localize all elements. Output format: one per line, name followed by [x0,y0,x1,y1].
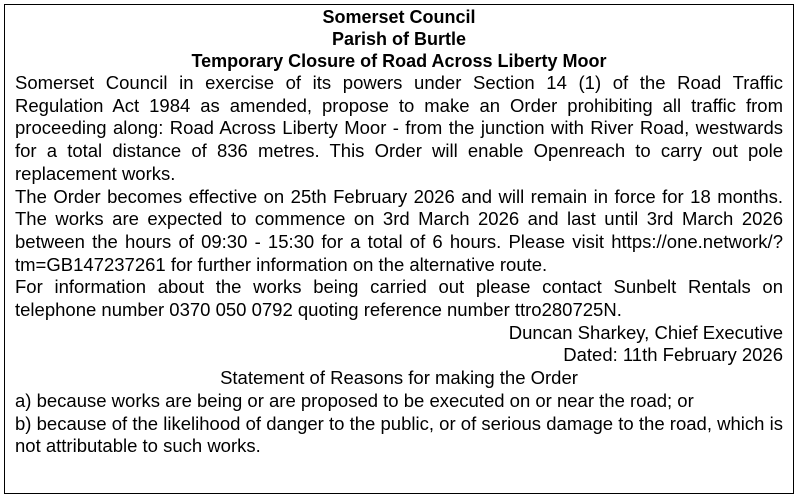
order-proposal-paragraph: Somerset Council in exercise of its powers under Section 14 (1) of the Road Traffic Regulation Act 1984 as amended, propose to make an Order prohibiting all traffic from proceeding along: Road Across Liberty Moor - from the junction with River Road, westwards for a total distance of 836 metres. This Order will enable Openreach to carry out pole replacement works. [15,72,783,184]
reason-item-b: b) because of the likelihood of danger to the public, or of serious damage to the road, which is not attributable to such works. [15,412,783,457]
reason-item-a: a) because works are being or are proposed to be executed on or near the road; or [15,389,694,411]
date-line: Dated: 11th February 2026 [563,344,783,366]
reasons-heading: Statement of Reasons for making the Order [220,367,578,389]
public-notice [4,4,794,494]
signatory: Duncan Sharkey, Chief Executive [508,321,783,343]
parish-name: Parish of Burtle [331,29,467,49]
order-effective-paragraph: The Order becomes effective on 25th February 2026 and will remain in force for 18 months. The works are expected to commence on 3rd March 2026 and last until 3rd March 2026 between the hours of 09:30 - 15:30 for a total of 6 hours. Please visit https://one.network/?tm=GB147237261 for further information on the alternative route. [15,185,783,275]
notice-title: Temporary Closure of Road Across Liberty Moor [191,51,607,71]
contact-paragraph: For information about the works being carried out please contact Sunbelt Rentals on telephone number 0370 050 0792 quoting reference number ttro280725N. [15,276,783,321]
council-name: Somerset Council [322,7,476,27]
